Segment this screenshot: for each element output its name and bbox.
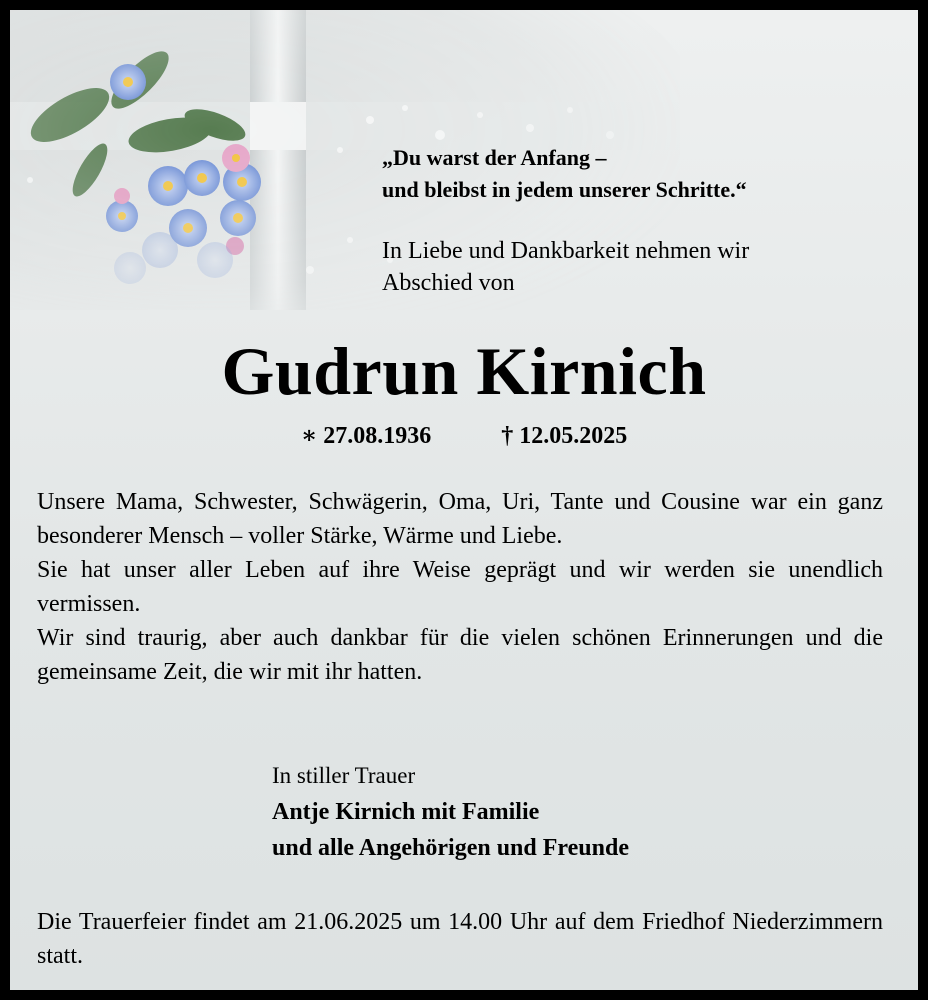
deceased-name: Gudrun Kirnich: [221, 333, 707, 409]
intro-line-1: In Liebe und Dankbarkeit nehmen wir: [382, 238, 750, 264]
paragraph-3: Wir sind traurig, aber auch dankbar für die vielen schönen Erinnerungen und die gemeinsame Zeit, die wir mit ihr hatten.: [37, 625, 883, 685]
birth-date: 27.08.1936: [323, 423, 432, 449]
quote-line-1: „Du warst der Anfang –: [382, 145, 607, 170]
paragraph-2: Sie hat unser aller Leben auf ihre Weise geprägt und wir werden sie unendlich vermissen.: [37, 557, 883, 617]
mourners-heading: In stiller Trauer: [272, 763, 416, 788]
intro-line-2: Abschied von: [382, 270, 515, 296]
intro-text: [382, 235, 749, 299]
mourners-line-2: und alle Angehörigen und Freunde: [272, 835, 629, 861]
paragraph-1: Unsere Mama, Schwester, Schwägerin, Oma, Uri, Tante und Cousine war ein ganz besonderer Mensch – voller Stärke, Wärme und Liebe.: [37, 489, 883, 549]
obituary-text: [37, 485, 883, 689]
mourners: [272, 758, 629, 866]
life-dates: [10, 416, 918, 456]
birth-symbol: ∗: [300, 423, 318, 449]
mourners-line-1: Antje Kirnich mit Familie: [272, 799, 540, 825]
death-date: 12.05.2025: [519, 423, 628, 449]
funeral-service-info: Die Trauerfeier findet am 21.06.2025 um 14.00 Uhr auf dem Friedhof Niederzimmern statt.: [37, 909, 883, 969]
quote-line-2: und bleibst in jedem unserer Schritte.“: [382, 177, 747, 202]
quote: [382, 142, 747, 206]
death-symbol: †: [501, 423, 514, 449]
